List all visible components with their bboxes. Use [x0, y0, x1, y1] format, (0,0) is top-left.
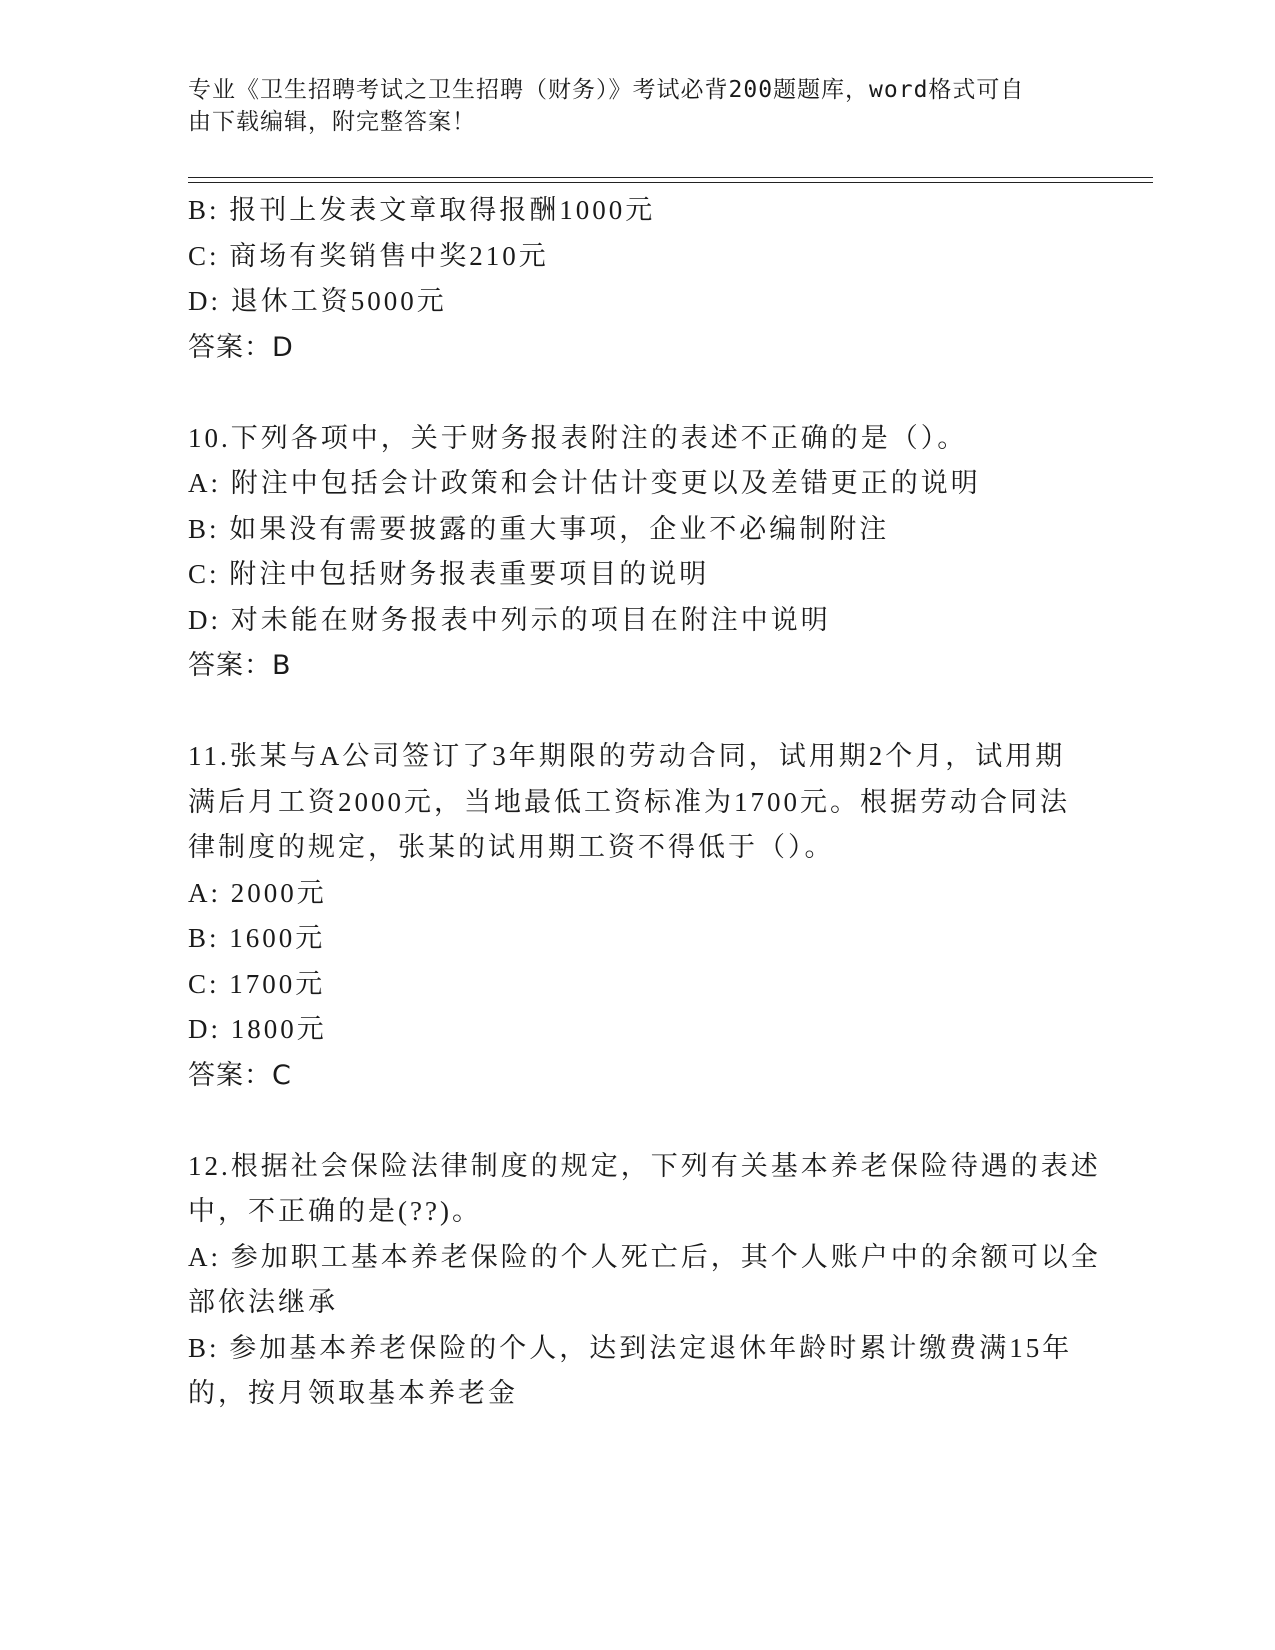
q12-stem-line-2: 中，不正确的是(??)。 [188, 1196, 482, 1226]
q11-option-a: A: 2000元 [188, 877, 327, 908]
header-title-line-2: 由下载编辑，附完整答案！ [188, 109, 476, 135]
spacer [188, 1098, 1088, 1144]
q11-stem-line-3: 律制度的规定，张某的试用期工资不得低于（）。 [188, 832, 835, 862]
q12-stem-line-1: 12.根据社会保险法律制度的规定，下列有关基本养老保险待遇的表述 [188, 1150, 1101, 1181]
header-divider-top [188, 177, 1153, 178]
question-10 [188, 416, 1088, 689]
q11-stem-line-1: 11.张某与A公司签订了3年期限的劳动合同，试用期2个月，试用期 [188, 741, 1066, 771]
q11-answer: 答案：C [188, 1059, 292, 1091]
document-header [188, 74, 1068, 138]
q12-option-b-line-1: B: 参加基本养老保险的个人，达到法定退休年龄时累计缴费满15年 [188, 1332, 1073, 1363]
q10-option-a: A: 附注中包括会计政策和会计估计变更以及差错更正的说明 [188, 468, 981, 498]
q12-option-a-line-2: 部依法继承 [188, 1287, 338, 1317]
question-12 [188, 1144, 1101, 1417]
q9-option-c: C: 商场有奖销售中奖210元 [188, 240, 549, 271]
question-11 [188, 734, 1088, 1098]
q12-option-a-line-1: A: 参加职工基本养老保险的个人死亡后，其个人账户中的余额可以全 [188, 1241, 1101, 1272]
spacer [188, 370, 1088, 416]
q11-stem-line-2: 满后月工资2000元，当地最低工资标准为1700元。根据劳动合同法 [188, 786, 1070, 817]
q9-answer: 答案：D [188, 331, 294, 363]
q11-option-b: B: 1600元 [188, 923, 326, 953]
q12-option-b-line-2: 的，按月领取基本养老金 [188, 1378, 518, 1408]
q9-option-d: D: 退休工资5000元 [188, 286, 447, 316]
question-list [188, 188, 1101, 1417]
header-title-line-1: 专业《卫生招聘考试之卫生招聘（财务）》考试必背200题题库，word格式可自 [188, 77, 1025, 103]
q10-option-b: B: 如果没有需要披露的重大事项，企业不必编制附注 [188, 513, 890, 544]
question-9 [188, 188, 1088, 370]
q11-option-d: D: 1800元 [188, 1014, 327, 1044]
q10-option-d: D: 对未能在财务报表中列示的项目在附注中说明 [188, 604, 831, 635]
q10-option-c: C: 附注中包括财务报表重要项目的说明 [188, 559, 710, 589]
header-divider-bottom [188, 182, 1153, 183]
q9-option-b: B: 报刊上发表文章取得报酬1000元 [188, 195, 656, 225]
spacer [188, 689, 1088, 735]
q11-option-c: C: 1700元 [188, 968, 326, 999]
q10-stem: 10.下列各项中，关于财务报表附注的表述不正确的是（）。 [188, 422, 968, 453]
q10-answer: 答案：B [188, 650, 292, 681]
